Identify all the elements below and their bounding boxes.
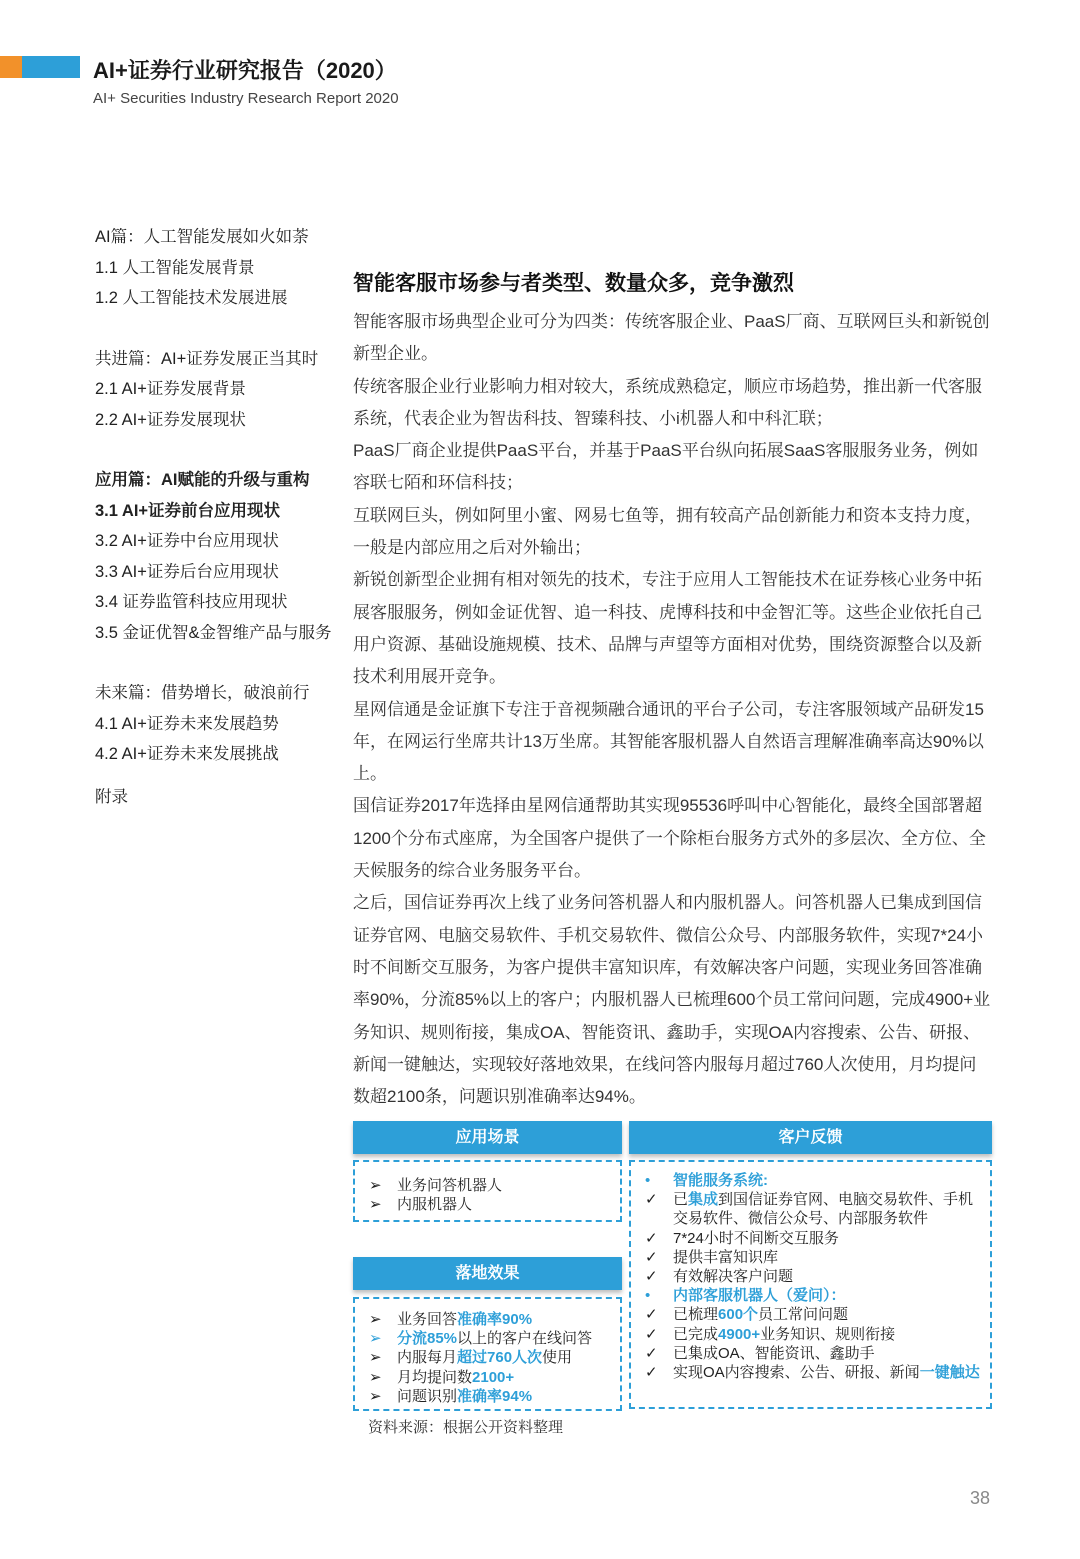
list-item-text: 业务知识、规则衔接	[760, 1325, 896, 1343]
table-of-contents	[95, 222, 350, 842]
list-item-text: 问题识别	[397, 1387, 458, 1405]
toc-item[interactable]: 4.2 AI+证券未来发展挑战	[95, 745, 279, 763]
check-icon: ✓	[645, 1248, 658, 1266]
arrow-icon: ➢	[369, 1368, 382, 1386]
toc-item[interactable]: 3.3 AI+证券后台应用现状	[95, 562, 279, 581]
toc-item[interactable]: 共进篇：AI+证券发展正当其时	[95, 349, 319, 368]
list-item	[355, 1348, 620, 1367]
highlight-text: 集成	[688, 1191, 719, 1209]
list-item-text: 已集成OA、智能资讯、鑫助手	[673, 1344, 875, 1362]
scenario-box	[353, 1121, 622, 1222]
toc-section-joint	[95, 344, 350, 436]
toc-item-active[interactable]: 3.1 AI+证券前台应用现状	[95, 501, 281, 520]
highlight-text: 4900+	[718, 1325, 761, 1343]
paragraph: 之后，国信证券再次上线了业务问答机器人和内服机器人。问答机器人已集成到国信证券官网、电脑交易软件、手机交易软件、微信公众号、内部服务软件，实现7*24小时不间断交互服务，为客户提供丰富知识库，有效解决客户问题，实现业务回答准确率90%，分流85%以上的客户；内服机器人已梳理600个员工常问问题，完成4900+业务知识、规则衔接，集成OA、智能资讯、鑫助手，实现OA内容搜索、公告、研报、新闻一键触达，实现较好落地效果，在线问答内服每月超过760人次使用，月均提问数超2100条，问题识别准确率达94%。	[353, 893, 991, 1107]
highlight-text: 600个	[718, 1306, 759, 1324]
list-item-text: 使用	[542, 1349, 573, 1367]
list-item	[631, 1363, 980, 1382]
group-title-text: 智能服务系统:	[673, 1172, 768, 1189]
feedback-group-title	[631, 1286, 980, 1305]
list-item-text: 有效解决客户问题	[673, 1268, 794, 1286]
list-item	[355, 1310, 620, 1329]
highlight-text: 准确率90%	[457, 1311, 533, 1328]
arrow-icon: ➢	[369, 1177, 382, 1194]
highlight-text: 2100+	[472, 1368, 515, 1386]
highlight-text: 超过760人次	[457, 1349, 543, 1367]
scenario-box-body	[353, 1160, 622, 1222]
toc-item[interactable]: 4.1 AI+证券未来发展趋势	[95, 714, 279, 733]
toc-item[interactable]: 附录	[95, 787, 128, 806]
toc-section-ai	[95, 222, 350, 314]
feedback-box-body	[629, 1160, 992, 1409]
feedback-group-title	[631, 1171, 980, 1190]
toc-item[interactable]: 3.4 证券监管科技应用现状	[95, 593, 288, 611]
paragraph: 传统客服企业行业影响力相对较大，系统成熟稳定，顺应市场趋势，推出新一代客服系统，代表企业为智齿科技、智臻科技、小i机器人和中科汇联；	[353, 376, 982, 428]
list-item-text: 实现OA内容搜索、公告、研报、新闻	[673, 1364, 920, 1382]
paragraph: 国信证券2017年选择由星网信通帮助其实现95536呼叫中心智能化，最终全国部署超1200个分布式座席，为全国客户提供了一个除柜台服务方式外的多层次、全方位、全天候服务的综合业务服务平台。	[353, 796, 986, 881]
toc-item[interactable]: 1.1 人工智能发展背景	[95, 258, 255, 277]
arrow-icon: ➢	[369, 1311, 382, 1328]
effect-box-body	[353, 1297, 622, 1411]
toc-item[interactable]: 3.2 AI+证券中台应用现状	[95, 532, 279, 550]
list-item-text: 已梳理	[673, 1306, 719, 1324]
list-item-text: 业务回答	[397, 1311, 458, 1328]
effect-box-title: 落地效果	[353, 1257, 622, 1290]
paragraph: PaaS厂商企业提供PaaS平台，并基于PaaS平台纵向拓展SaaS客服服务业务，例如容联七陌和环信科技；	[353, 441, 979, 493]
paragraph: 智能客服市场典型企业可分为四类：传统客服企业、PaaS厂商、互联网巨头和新锐创新型企业。	[353, 312, 990, 364]
list-item	[355, 1176, 620, 1195]
list-item	[355, 1368, 620, 1387]
list-item-text: 以上的客户在线问答	[457, 1330, 593, 1348]
list-item	[355, 1195, 620, 1214]
toc-item[interactable]: AI篇：人工智能发展如火如荼	[95, 228, 309, 246]
check-icon: ✓	[645, 1229, 658, 1247]
toc-item[interactable]: 3.5 金证优智&金智维产品与服务	[95, 623, 332, 642]
bullet-icon: •	[645, 1287, 651, 1305]
main-content	[353, 266, 993, 1113]
toc-section-future	[95, 678, 350, 770]
list-item-text: 月均提问数	[397, 1368, 473, 1386]
arrow-icon: ➢	[369, 1387, 382, 1405]
bullet-icon: •	[645, 1172, 651, 1189]
list-item-text: 内服机器人	[397, 1196, 473, 1214]
body-text	[353, 306, 993, 1113]
list-item	[631, 1248, 980, 1267]
scenario-box-title: 应用场景	[353, 1121, 622, 1154]
check-icon: ✓	[645, 1364, 658, 1382]
check-icon: ✓	[645, 1306, 658, 1324]
highlight-text: 准确率94%	[457, 1387, 533, 1405]
list-item	[631, 1267, 980, 1286]
group-title-text: 内部客服机器人（爱问）：	[673, 1287, 846, 1305]
check-icon: ✓	[645, 1344, 658, 1362]
page-number: 38	[970, 1488, 991, 1508]
check-icon: ✓	[645, 1191, 658, 1209]
list-item	[631, 1190, 980, 1228]
list-item	[631, 1344, 980, 1363]
list-item	[355, 1329, 620, 1348]
highlight-text: 一键触达	[919, 1364, 980, 1382]
toc-item[interactable]: 1.2 人工智能技术发展进展	[95, 289, 288, 307]
list-item-text: 内服每月	[397, 1349, 458, 1367]
highlight-text: 分流85%	[397, 1330, 458, 1348]
toc-item[interactable]: 2.1 AI+证券发展背景	[95, 380, 246, 398]
toc-section-application	[95, 465, 350, 648]
section-title: 智能客服市场参与者类型、数量众多，竞争激烈	[353, 272, 794, 295]
feedback-box	[629, 1121, 992, 1409]
arrow-icon: ➢	[369, 1196, 382, 1214]
list-item	[631, 1325, 980, 1344]
list-item-text: 7*24小时不间断交互服务	[673, 1229, 839, 1247]
check-icon: ✓	[645, 1268, 658, 1286]
effect-box	[353, 1257, 622, 1411]
list-item-text: 提供丰富知识库	[673, 1248, 779, 1266]
list-item-text: 已	[673, 1191, 689, 1209]
list-item	[631, 1229, 980, 1248]
paragraph: 新锐创新型企业拥有相对领先的技术，专注于应用人工智能技术在证券核心业务中拓展客服服务，例如金证优智、追一科技、虎博科技和中金智汇等。这些企业依托自己用户资源、基础设施规模、技术、品牌与声望等方面相对优势，围绕资源整合以及新技术利用展开竞争。	[353, 570, 982, 687]
list-item	[355, 1387, 620, 1406]
header-accent-orange	[0, 56, 22, 78]
list-item-text: 已完成	[673, 1325, 719, 1343]
paragraph: 星网信通是金证旗下专注于音视频融合通讯的平台子公司，专注客服领域产品研发15年，在网运行坐席共计13万坐席。其智能客服机器人自然语言理解准确率高达90%以上。	[353, 699, 984, 784]
list-item-text: 员工常问问题	[758, 1306, 849, 1324]
list-item	[631, 1305, 980, 1324]
toc-item[interactable]: 2.2 AI+证券发展现状	[95, 410, 246, 429]
feedback-box-title: 客户反馈	[629, 1121, 992, 1154]
list-item-text: 到国信证券官网、电脑交易软件、手机交易软件、微信公众号、内部服务软件	[673, 1191, 974, 1228]
report-title: AI+证券行业研究报告（2020）	[93, 58, 397, 83]
source-note: 资料来源：根据公开资料整理	[368, 1419, 564, 1436]
arrow-icon: ➢	[369, 1330, 382, 1348]
toc-item[interactable]: 未来篇：借势增长，破浪前行	[95, 684, 310, 702]
check-icon: ✓	[645, 1325, 658, 1343]
arrow-icon: ➢	[369, 1349, 382, 1367]
report-subtitle: AI+ Securities Industry Research Report 2020	[93, 90, 399, 107]
header-accent-blue	[22, 56, 80, 78]
list-item-text: 业务问答机器人	[397, 1177, 503, 1194]
paragraph: 互联网巨头，例如阿里小蜜、网易七鱼等，拥有较高产品创新能力和资本支持力度，一般是内部应用之后对外输出；	[353, 505, 982, 558]
toc-item-active-section[interactable]: 应用篇：AI赋能的升级与重构	[95, 471, 310, 489]
toc-section-appendix	[95, 782, 350, 813]
